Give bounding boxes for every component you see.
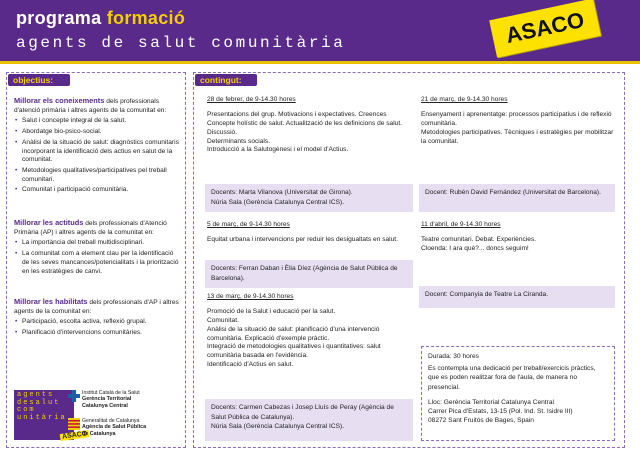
program-subtitle: agents de salut comunitària xyxy=(16,34,346,52)
session-1: 28 de febrer, de 9-14.30 hores Presentacions del grup. Motivacions i expectatives. Creences Concepte holístic de salut. Actualització de les definicions de salut. Discussió. Determinants socials. Introducció a la Salutogènesi i el model d'Actius. xyxy=(207,96,413,155)
session-3: 5 de març, de 9-14.30 hores Equitat urbana i intervencions per reduir les desigualtats en salut. xyxy=(207,221,413,245)
session-date: 28 de febrer, de 9-14.30 hores xyxy=(207,96,296,103)
asaco-badge: ASACO xyxy=(489,0,601,58)
address-line: Carrer Pica d'Estats, 13-15 (Pol. Ind. St. Isidre III) xyxy=(428,408,573,416)
list-item: • Participació, escolta activa, reflexió grupal. xyxy=(14,318,179,327)
list-item: • Metodologies qualitatives/participatives pel treball comunitari. xyxy=(14,167,179,184)
docents-box: Docents: Ferran Daban i Èlia Díez (Agència de Salut Pública de Barcelona). xyxy=(205,260,413,288)
info-box xyxy=(421,346,615,441)
senyera-icon xyxy=(68,418,80,430)
header-banner xyxy=(0,0,640,64)
list-item: • Salut i concepte integral de la salut. xyxy=(14,117,179,126)
objective-block-2: Millorar les actituds dels professionals d'Atenció Primària (AP) i altres agents de la comunitat en: • La importància del treball multidisciplinari. • La comunitat com a element clau per la identificació de les seves mancances/potencialitats i la priorització en les estratègies de canvi. xyxy=(14,218,179,278)
list-item: • Planificació d'intervencions comunitàries. xyxy=(14,329,179,338)
session-date: 5 de març, de 9-14.30 hores xyxy=(207,221,290,228)
duration-text: Durada: 30 hores xyxy=(428,353,479,360)
list-item: • Anàlisi de la situació de salut: diagnòstics comunitaris incorporant la identificació dels actius en salut de la comunitat. xyxy=(14,139,179,165)
agents-salut-logo: agents desalut com unitària xyxy=(14,390,74,440)
session-5: 13 de març, de 9-14.30 hores Promoció de la Salut i educació per la salut. Comunitat. Anàlisi de la situació de salut: planificació d'una intervenció comunitària. Explicació d'exemple pràctic. Integració de metodologies qualitatives i quantitatives: salut comunitària basada en l'evidència. Identificació d'Actius en salut. xyxy=(207,293,413,370)
list-item: • La comunitat com a element clau per la identificació de les seves mancances/potencialitats i la priorització en les estratègies de canvi. xyxy=(14,250,179,276)
address-line: 08272 Sant Fruitós de Bages, Spain xyxy=(428,417,534,425)
docents-box: Docent: Rubén David Fernández (Universitat de Barcelona). xyxy=(419,184,615,212)
objective-block-1: Millorar els coneixements dels professionals d'atenció primària i altres agents de la comunitat en: • Salut i concepte integral de la salut. • Abordatge bio-psico-social. • Anàlisi de la situació de salut: diagnòstics comunitaris incorporant la identificació dels actius en salut de la comunitat. • Metodologies qualitatives/participatives pel treball comunitari. • Comunitat i participació comunitària. xyxy=(14,96,179,197)
docents-box: Docent: Companyia de Teatre La Ciranda. xyxy=(419,286,615,308)
list-item: • Abordatge bio-psico-social. xyxy=(14,128,179,137)
session-2: 21 de març, de 9-14.30 hores Ensenyament i aprenentatge: processos participatius i de reflexió comunitària. Metodologies participatives. Tècniques i estratègies per mobilitzar la comunitat. xyxy=(421,96,614,145)
generalitat-logo: Generalitat de Catalunya Agència de Salut Pública de Catalunya xyxy=(82,418,146,437)
location-text: Lloc: Gerència Territorial Catalunya Central xyxy=(428,398,554,406)
session-date: 21 de març, de 9-14.30 hores xyxy=(421,96,508,103)
docents-box: Docents: Carmen Cabezas i Josep Lluís de Peray (Agència de Salut Pública de Catalunya). Núria Sala (Gerència Catalunya Central ICS). xyxy=(205,399,413,441)
logos-area xyxy=(14,386,180,444)
docents-box: Docents: Marta Vilanova (Universitat de Girona). Núria Sala (Gerència Catalunya Central ICS). xyxy=(205,184,413,212)
program-title: programa formació xyxy=(16,8,186,28)
session-date: 11 d'abril, de 9-14.30 hores xyxy=(421,221,501,228)
list-item: • Comunitat i participació comunitària. xyxy=(14,186,179,195)
objectius-label: objectius: xyxy=(8,74,70,86)
session-date: 13 de març, de 9-14.30 hores xyxy=(207,293,294,300)
session-4: 11 d'abril, de 9-14.30 hores Teatre comunitari. Debat. Experiències. Cloenda: I ara què?... doncs seguim! xyxy=(421,221,615,254)
note-text: Es contempla una dedicació per treball/exercicis pràctics, que es poden realitzar fora de l'aula, de manera no presencial. xyxy=(428,365,596,391)
contingut-label: contingut: xyxy=(195,74,257,86)
cross-icon xyxy=(68,390,80,402)
list-item: • La importància del treball multidisciplinari. xyxy=(14,239,179,248)
objective-block-3: Millorar les habilitats dels professionals d'AP i altres agents de la comunitat en: • Participació, escolta activa, reflexió grupal. • Planificació d'intervencions comunitàries. xyxy=(14,297,179,340)
ics-logo: Institut Català de la Salut Gerència Territorial Catalunya Central xyxy=(82,390,140,409)
asaco-small-logo: ASACO xyxy=(61,430,88,441)
